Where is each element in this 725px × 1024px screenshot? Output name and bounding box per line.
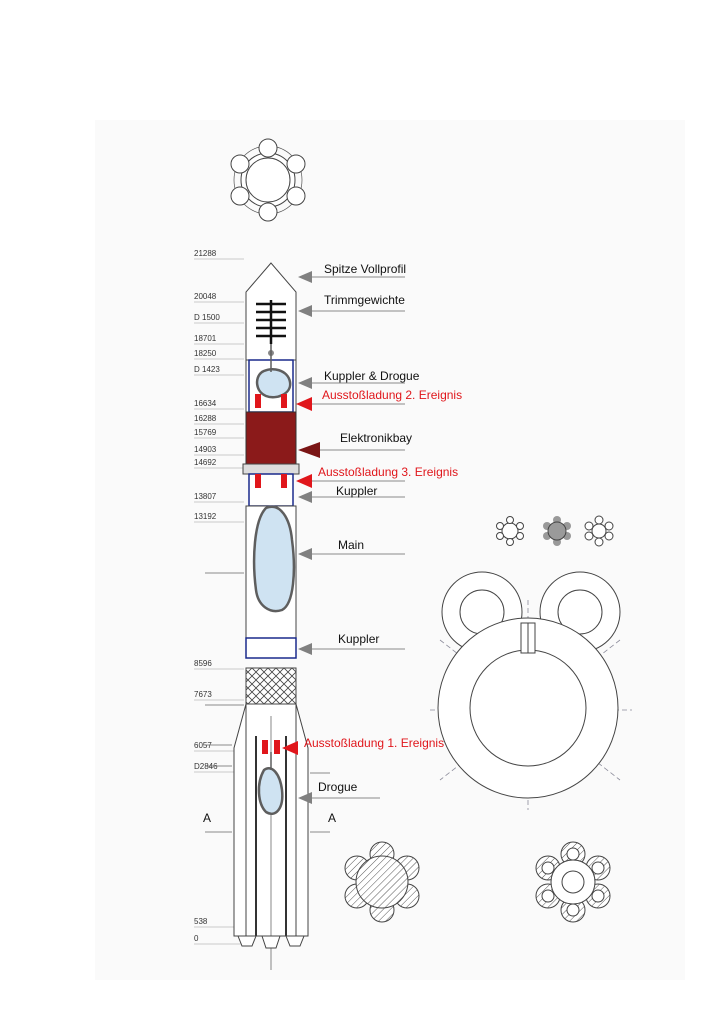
label-coupler-drogue: Kuppler & Drogue <box>324 369 420 383</box>
label-drogue: Drogue <box>318 780 358 794</box>
label-coupler-2: Kuppler <box>338 632 380 646</box>
dimension-label: 14692 <box>194 458 217 467</box>
dimension-label: D 1423 <box>194 365 220 374</box>
label-trim: Trimmgewichte <box>324 293 405 307</box>
section-mark-left: A <box>203 811 212 825</box>
coupler-lower <box>246 638 296 658</box>
dimension-label: 16288 <box>194 414 217 423</box>
dimension-label: 8596 <box>194 659 212 668</box>
dimension-label: 20048 <box>194 292 217 301</box>
drogue-chute-lower <box>259 768 282 814</box>
label-ebay: Elektronikbay <box>340 431 413 445</box>
dimension-label: D 1500 <box>194 313 220 322</box>
dimension-label: 18250 <box>194 349 217 358</box>
section-mark-right: A <box>328 811 337 825</box>
lattice-section <box>246 668 296 704</box>
dimension-label: 538 <box>194 917 208 926</box>
dimension-label: 13192 <box>194 512 217 521</box>
drogue-chute-upper <box>257 369 290 397</box>
dimension-label: D2846 <box>194 762 218 771</box>
main-chute <box>254 507 294 611</box>
label-charge-1: Ausstoßladung 1. Ereignis <box>304 736 445 750</box>
dimension-label: 14903 <box>194 445 217 454</box>
dimension-label: 18701 <box>194 334 217 343</box>
label-charge-3: Ausstoßladung 3. Ereignis <box>318 465 459 479</box>
label-coupler-1: Kuppler <box>336 484 378 498</box>
dimension-label: 15769 <box>194 428 217 437</box>
dimension-label: 7673 <box>194 690 212 699</box>
dimension-label: 0 <box>194 934 199 943</box>
dimension-label: 6057 <box>194 741 212 750</box>
dimension-label: 16634 <box>194 399 217 408</box>
label-main: Main <box>338 538 365 552</box>
label-charge-2: Ausstoßladung 2. Ereignis <box>322 388 463 402</box>
dimension-label: 13807 <box>194 492 217 501</box>
dimension-label: 21288 <box>194 249 217 258</box>
electronics-bay <box>246 412 296 464</box>
label-tip: Spitze Vollprofil <box>324 262 407 276</box>
